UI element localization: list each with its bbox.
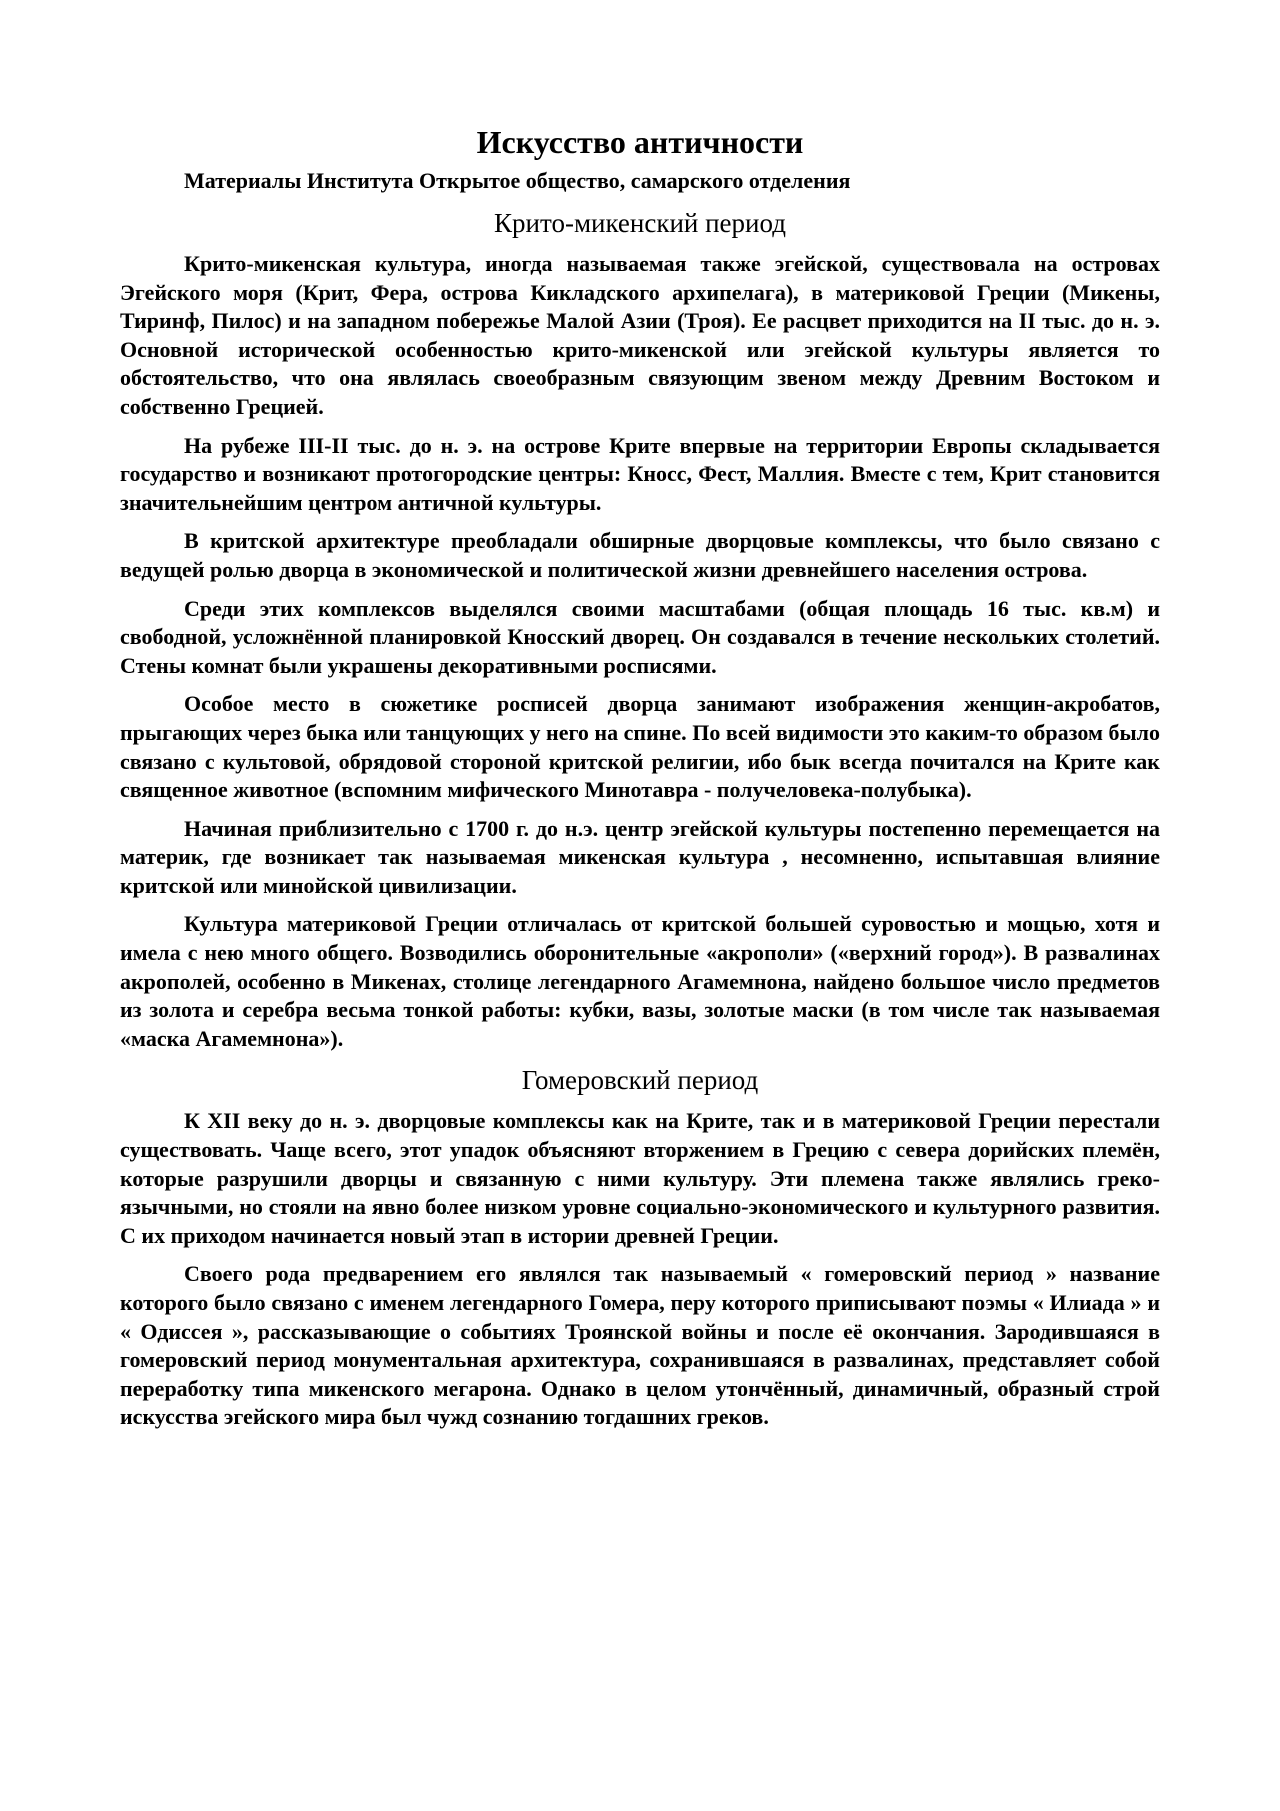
document-page [120, 112, 1160, 1442]
paragraph: Крито-микенская культура, иногда называемая также эгейской, существовала на островах Эгейского моря (Крит, Фера, острова Кикладского архипелага), в материковой Греции (Микены, Тиринф, Пилос) и на западном побережье Малой Азии (Троя). Ее расцвет приходится на II тыс. до н. э. Основной исторической особенностью крито-микенской или эгейской культуры является то обстоятельство, что она являлась своеобразным связующим звеном между Древним Востоком и собственно Грецией. [120, 251, 1160, 419]
paragraph: Своего рода предварением его являлся так называемый « гомеровский период » название которого было связано с именем легендарного Гомера, перу которого приписывают поэмы « Илиада » и « Одиссея », рассказывающие о событиях Троянской войны и после её окончания. Зародившаяся в гомеровский период монументальная архитектура, сохранившаяся в развалинах, представляет собой переработку типа микенского мегарона. Однако в целом утончённый, динамичный, образный строй искусства эгейского мира был чужд сознанию тогдашних греков. [120, 1261, 1160, 1430]
paragraph: На рубеже III-II тыс. до н. э. на острове Крите впервые на территории Европы складывается государство и возникают протогородские центры: Кносс, Фест, Маллия. Вместе с тем, Крит становится значительнейшим центром античной культуры. [120, 432, 1160, 515]
section-heading: Крито-микенский период [494, 208, 786, 238]
paragraph: Особое место в сюжетике росписей дворца занимают изображения женщин-акробатов, прыгающих через быка или танцующих у него на спине. По всей видимости это каким-то образом было связано с культовой, обрядовой стороной критской религии, ибо бык всегда почитался на Крите как священное животное (вспомним мифического Минотавра - получеловека-полубыка). [120, 691, 1160, 803]
paragraph: Начиная приблизительно с 1700 г. до н.э. центр эгейской культуры постепенно перемещается на материк, где возникает так называемая микенская культура , несомненно, испытавшая влияние критской или минойской цивилизации. [120, 815, 1160, 898]
section-heading: Гомеровский период [521, 1065, 759, 1096]
paragraph: Культура материковой Греции отличалась от критской большей суровостью и мощью, хотя и имела с нею много общего. Возводились оборонительные «акрополи» («верхний город»). В развалинах акрополей, особенно в Микенах, столице легендарного Агамемнона, найдено большое число предметов из золота и серебра весьма тонкой работы: кубки, вазы, золотые маски (в том числе так называемая «маска Агамемнона»). [120, 911, 1160, 1051]
paragraph: В критской архитектуре преобладали обширные дворцовые комплексы, что было связано с ведущей ролью дворца в экономической и политической жизни древнейшего населения острова. [120, 528, 1160, 582]
section-crete-mycenae [120, 206, 1160, 1053]
paragraph: Среди этих комплексов выделялся своими масштабами (общая площадь 16 тыс. кв.м) и свободной, усложнённой планировкой Кносский дворец. Он создавался в течение нескольких столетий. Стены комнат были украшены декоративными росписями. [120, 595, 1160, 678]
page-subtitle: Материалы Института Открытое общество, самарского отделения [184, 168, 851, 193]
section-homeric [120, 1063, 1160, 1432]
paragraph: К XII веку до н. э. дворцовые комплексы как на Крите, так и в материковой Греции перестали существовать. Чаще всего, этот упадок объясняют вторжением в Грецию с севера дорийских племён, которые разрушили дворцы и связанную с ними культуру. Эти племена также являлись греко-язычными, но стояли на явно более низком уровне социально-экономического и культурного развития. С их приходом начинается новый этап в истории древней Греции. [120, 1108, 1160, 1248]
page-title: Искусство античности [476, 124, 804, 160]
